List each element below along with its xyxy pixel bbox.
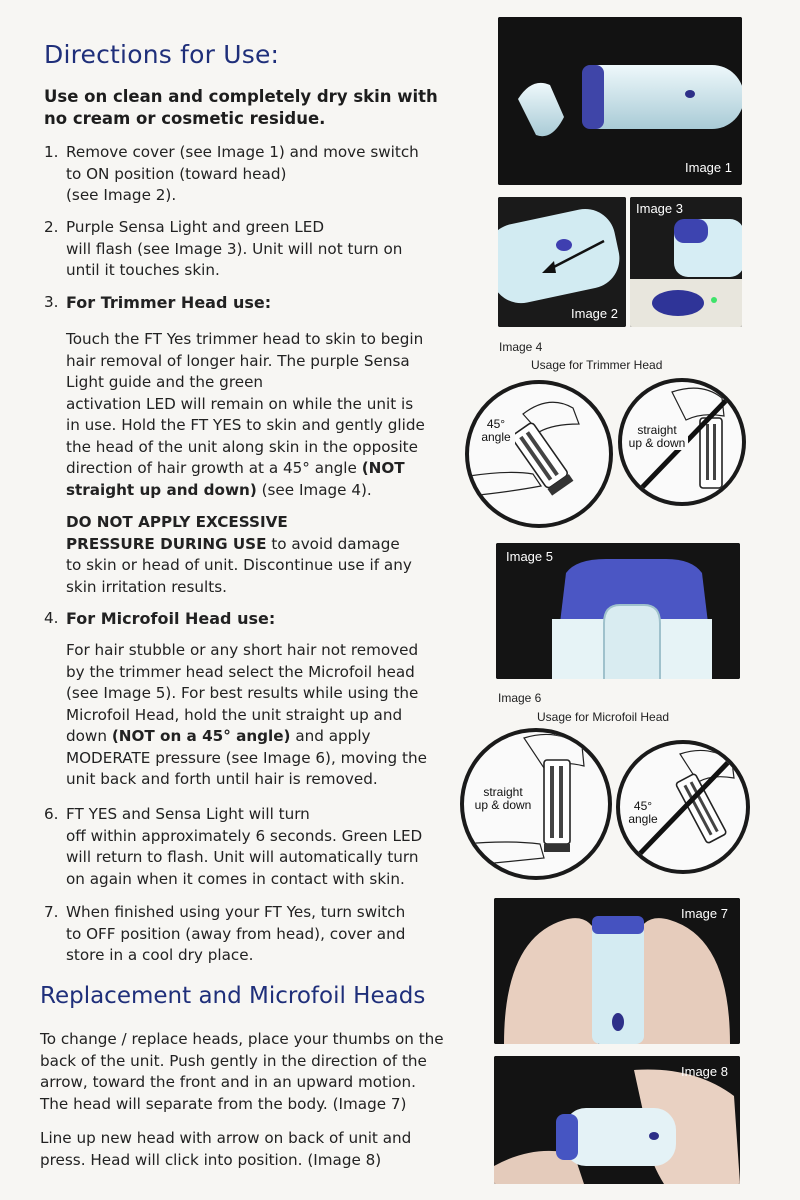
image-7-label: Image 7 — [681, 906, 728, 921]
device-body — [564, 1108, 676, 1166]
step-line: activation LED will remain on while the unit is — [66, 394, 414, 413]
light-flash-illustration — [630, 197, 742, 327]
image-5-label: Image 5 — [506, 549, 553, 564]
image-4-label: Image 4 — [499, 340, 543, 354]
warning-line — [66, 534, 466, 556]
step-line: Remove cover (see Image 1) and move switch — [66, 143, 419, 161]
directions-heading: Directions for Use: — [44, 40, 280, 69]
up-down-word: up & down — [628, 436, 686, 450]
angle-word: angle — [628, 812, 658, 826]
step-text: direction of hair growth at a 45° angle — [66, 459, 357, 477]
paragraph-line: press. Head will click into position. (Image 8) — [40, 1150, 382, 1169]
straight-word: straight — [637, 423, 677, 437]
step-line: in use. Hold the FT YES to skin and gently glide — [66, 416, 425, 434]
step-line: by the trimmer head select the Microfoil head — [66, 662, 415, 681]
step-line: Light guide and the green — [66, 373, 264, 391]
green-led — [711, 297, 717, 303]
trimmer-incorrect-diagram — [618, 378, 746, 506]
step-line — [66, 726, 466, 748]
step-line: When finished using your FT Yes, turn switch — [66, 903, 406, 921]
step-line: to skin or head of unit. Discontinue use if any — [66, 556, 412, 574]
image-6-label: Image 6 — [498, 691, 542, 705]
straight-word: straight — [483, 785, 523, 799]
step-3-body — [66, 329, 466, 501]
step-text: (see Image 4). — [261, 480, 372, 499]
step-4 — [44, 608, 464, 630]
paragraph-line: The head will separate from the body. (Image 7) — [40, 1094, 407, 1113]
image-2-label: Image 2 — [571, 306, 618, 321]
angle-label — [477, 418, 515, 444]
step-line: the head of the unit along skin in the opposite — [66, 437, 418, 456]
step-number: 2. — [44, 218, 59, 236]
step-line: on again when it comes in contact with skin. — [66, 869, 405, 888]
image-4-caption: Usage for Trimmer Head — [531, 358, 663, 372]
step-line: will return to flash. Unit will automatically turn — [66, 848, 419, 866]
emphasis-text: (NOT on a 45° angle) — [111, 727, 291, 745]
intro-warning: Use on clean and completely dry skin with no cream or cosmetic residue. — [44, 87, 438, 128]
angle-value: 45° — [486, 417, 506, 431]
replacement-paragraph-2 — [40, 1128, 470, 1171]
trimmer-head — [582, 65, 604, 129]
microfoil-correct-diagram — [460, 728, 612, 880]
straight-label — [626, 424, 688, 450]
step-line: unit back and forth until hair is removed. — [66, 770, 378, 788]
device-head — [674, 219, 708, 243]
pressure-warning — [66, 512, 466, 598]
step-6 — [44, 804, 464, 890]
step-line: to ON position (toward head) — [66, 164, 287, 183]
device-head — [556, 1114, 578, 1160]
image-8-photo — [494, 1056, 740, 1184]
device-head — [592, 916, 644, 934]
step-3 — [44, 292, 464, 314]
step-line: to OFF position (away from head), cover and — [66, 924, 406, 943]
step-text: to avoid damage — [271, 534, 400, 553]
image-2-photo — [498, 197, 626, 327]
image-6-caption: Usage for Microfoil Head — [537, 710, 670, 724]
paragraph-line: back of the unit. Push gently in the direction of the — [40, 1051, 427, 1070]
step-4-body — [66, 640, 466, 791]
image-3-photo — [630, 197, 742, 327]
step-line: hair removal of longer hair. The purple Sensa — [66, 351, 410, 370]
step-line: MODERATE pressure (see Image 6), moving the — [66, 748, 427, 767]
angled-device-drawing — [469, 384, 609, 524]
angle-label — [626, 800, 660, 826]
image-7-photo — [494, 898, 740, 1044]
step-text: and apply — [295, 727, 371, 745]
step-number: 7. — [44, 903, 59, 921]
image-8-label: Image 8 — [681, 1064, 728, 1079]
step-7 — [44, 902, 464, 967]
step-line: (see Image 5). For best results while using the — [66, 684, 419, 702]
step-line: (see Image 2). — [66, 186, 177, 204]
sensa-light — [556, 239, 572, 251]
step-2 — [44, 217, 464, 282]
step-line: Microfoil Head, hold the unit straight up and — [66, 705, 403, 724]
image-3-label: Image 3 — [636, 201, 683, 216]
step-title: For Microfoil Head use: — [66, 609, 276, 628]
replacement-heading: Replacement and Microfoil Heads — [40, 983, 426, 1009]
step-line: Purple Sensa Light and green LED — [66, 218, 325, 236]
paragraph-line: Line up new head with arrow on back of unit and — [40, 1129, 412, 1147]
angle-word: angle — [481, 430, 511, 444]
image-1-photo — [498, 17, 742, 185]
straight-label — [472, 786, 534, 812]
step-line: will flash (see Image 3). Unit will not turn on — [66, 239, 403, 258]
paragraph-line: arrow, toward the front and in an upward motion. — [40, 1073, 416, 1091]
microfoil-incorrect-diagram — [616, 740, 750, 874]
up-down-word: up & down — [474, 798, 532, 812]
emphasis-text: straight up and down) — [66, 480, 257, 499]
trimmer-correct-diagram — [465, 380, 613, 528]
step-number: 1. — [44, 143, 59, 161]
step-line: Touch the FT Yes trimmer head to skin to begin — [66, 330, 424, 348]
image-5-photo — [496, 543, 740, 679]
step-number: 6. — [44, 805, 59, 823]
step-line — [66, 480, 466, 502]
step-title: For Trimmer Head use: — [66, 293, 272, 312]
emphasis-text: (NOT — [361, 459, 405, 477]
step-number: 4. — [44, 609, 59, 627]
replacement-paragraph-1 — [40, 1029, 470, 1115]
angle-value: 45° — [633, 799, 653, 813]
image-1-label: Image 1 — [685, 160, 732, 175]
paragraph-line: To change / replace heads, place your thumbs on the — [40, 1030, 444, 1048]
step-line: off within approximately 6 seconds. Green LED — [66, 826, 423, 845]
step-text: down — [66, 727, 107, 745]
sensa-light-glow — [652, 290, 704, 316]
step-line: skin irritation results. — [66, 577, 227, 596]
device-body — [594, 65, 742, 129]
step-line: FT YES and Sensa Light will turn — [66, 805, 310, 823]
step-line: until it touches skin. — [66, 261, 220, 279]
emphasis-text: PRESSURE DURING USE — [66, 534, 267, 553]
warning-line: DO NOT APPLY EXCESSIVE — [66, 513, 288, 531]
step-line: For hair stubble or any short hair not removed — [66, 641, 419, 659]
step-line: store in a cool dry place. — [66, 946, 254, 964]
step-number: 3. — [44, 293, 59, 311]
step-1 — [44, 142, 464, 207]
step-line — [66, 458, 466, 480]
sensa-light — [685, 90, 695, 98]
